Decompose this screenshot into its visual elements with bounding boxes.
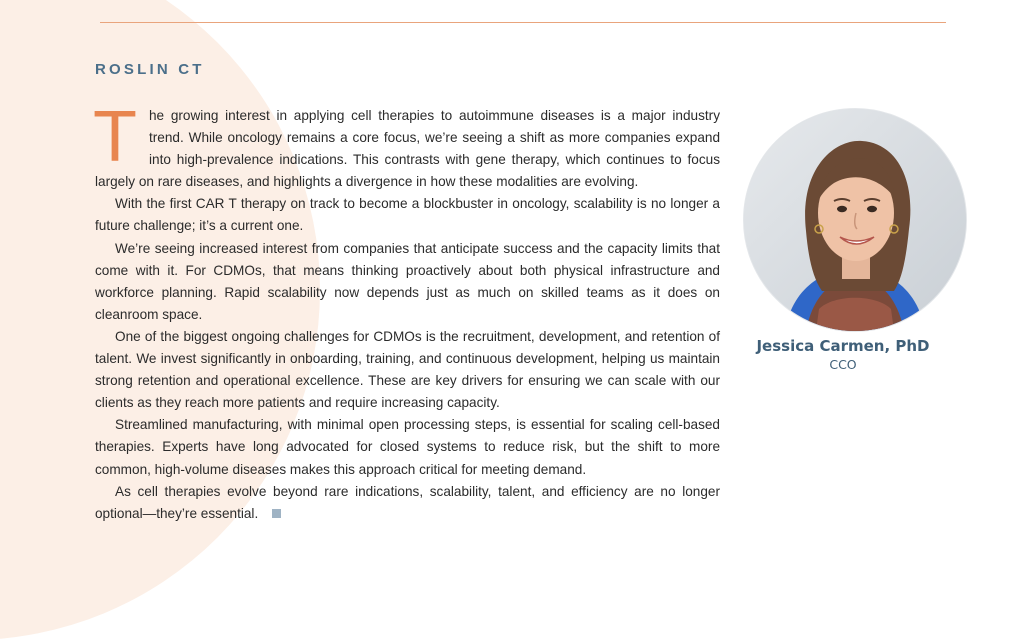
article-paragraph xyxy=(95,481,720,525)
article-paragraph xyxy=(93,97,720,193)
profile-name: Jessica Carmen, PhD xyxy=(756,337,930,355)
section-label: ROSLIN CT xyxy=(95,61,205,78)
paragraph-text: he growing interest in applying cell therapies to autoimmune diseases is a major industry trend. While oncology remains a core focus, we’re seeing a shift as more companies expand into high-prevalence indications. This contrasts with gene therapy, which continues to focus largely on rare diseases, and highlights a divergence in how these modalities are evolving. xyxy=(95,108,720,190)
portrait-illustration xyxy=(744,109,966,331)
end-of-article-mark xyxy=(272,509,281,518)
profile-photo xyxy=(743,108,967,332)
top-divider xyxy=(100,22,946,23)
drop-cap: T xyxy=(93,97,137,177)
article-paragraph: With the first CAR T therapy on track to become a blockbuster in oncology, scalability is no longer a future challenge; it’s a current one. xyxy=(95,196,720,234)
article-paragraph: Streamlined manufacturing, with minimal open processing steps, is essential for scaling cell-based therapies. Experts have long advocated for closed systems to reduce risk, but the shift to more common, high-volume diseases makes this approach critical for meeting demand. xyxy=(95,417,720,477)
article-body xyxy=(93,97,720,525)
article-paragraph: We’re seeing increased interest from companies that anticipate success and the capacity limits that come with it. For CDMOs, that means thinking proactively about both physical infrastructure and workforce planning. Rapid scalability now depends just as much on skilled teams as it does on cleanroom space. xyxy=(95,240,720,322)
article-paragraph: One of the biggest ongoing challenges for CDMOs is the recruitment, development, and retention of talent. We invest significantly in onboarding, training, and continuous development, helping us maintain strong retention and operational excellence. These are key drivers for ensuring we can scale with our clients as they reach more patients and require increasing capacity. xyxy=(95,328,720,411)
paragraph-text: As cell therapies evolve beyond rare indications, scalability, talent, and efficiency are no longer optional—they’re essential. xyxy=(95,483,720,521)
profile-title: CCO xyxy=(829,357,857,372)
